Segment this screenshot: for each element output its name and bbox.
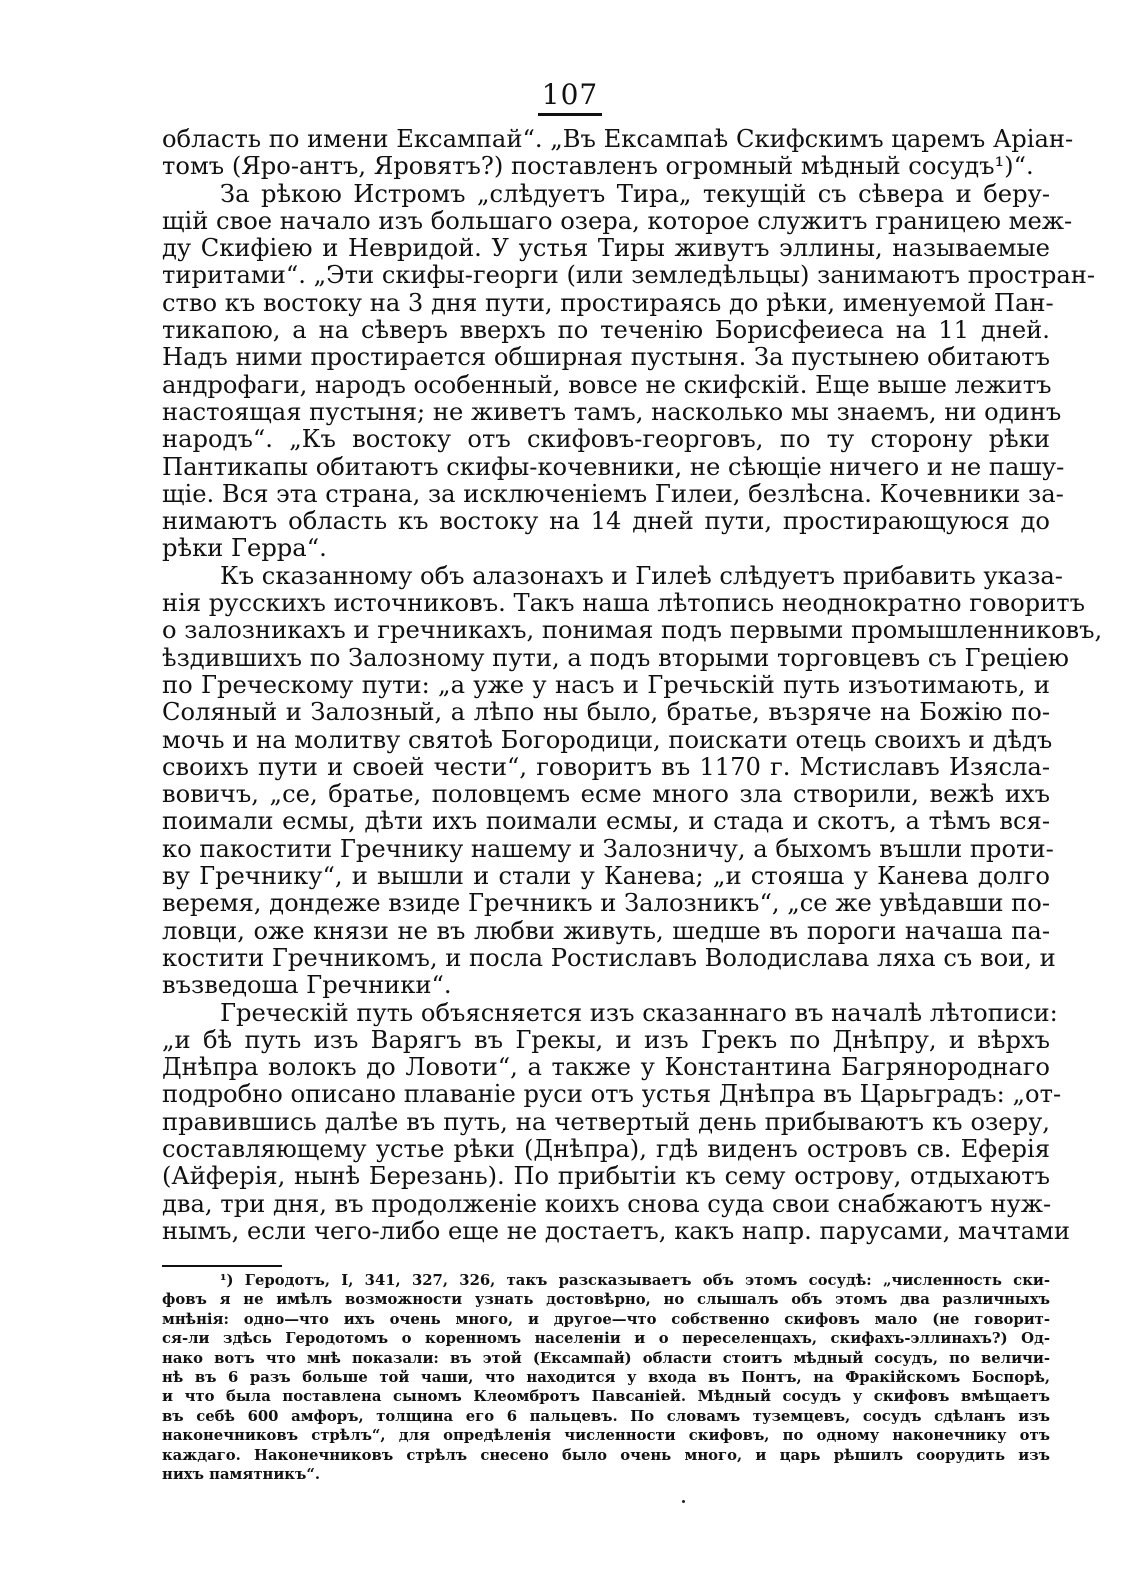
text-line: щіе. Вся эта страна, за исключеніемъ Гилеи, безлѣсна. Кочевники за- <box>162 479 1064 508</box>
text-line: область по имени Ексампай“. „Въ Ексампаѣ Скифскимъ царемъ Аріан- <box>162 125 1074 153</box>
text-line: веремя, дондеже взиде Гречникъ и Залозникъ“, „се же увѣдавши по- <box>162 889 1051 918</box>
footnote-line: фовъ я не имѣлъ возможности узнать достовѣрно, но слышалъ объ этомъ два различныхъ <box>162 1291 1050 1309</box>
body-text <box>162 125 1103 1245</box>
text-line: Греческій путь объясняется изъ сказаннаго въ началѣ лѣтописи: <box>220 998 1058 1027</box>
footnotes <box>162 1271 1050 1484</box>
text-line: настоящая пустыня; не живетъ тамъ, насколько мы знаемъ, ни одинъ <box>162 397 1062 426</box>
text-line: възведоша Гречники“. <box>162 971 452 1000</box>
text-line: ву Гречнику“, и вышли и стали у Канева; „и стояша у Канева долго <box>162 862 1050 891</box>
text-line: нимаютъ область къ востоку на 14 дней пути, простирающуюся до <box>162 507 1050 536</box>
text-line: по Греческому пути: „а уже у насъ и Гречьскій путь изъотимають, и <box>162 670 1050 699</box>
text-line: костити Гречникомъ, и посла Ростиславъ Володислава ляха съ вои, и <box>162 943 1056 972</box>
text-line: тикапою, а на сѣверъ вверхъ по теченію Борисфеиеса на 11 дней. <box>162 316 1050 345</box>
text-line: „и бѣ путь изъ Варягъ въ Грекы, и изъ Грекъ по Днѣпру, и вѣрхъ <box>162 1025 1050 1054</box>
text-line: мочь и на молитву святоѣ Богородици, поискати отець своихъ и дѣдъ <box>162 725 1053 754</box>
footnote-line: нѣ въ 6 разъ больше той чаши, что находится у входа въ Понтъ, на Фракійскомъ Боспорѣ, <box>162 1369 1050 1387</box>
text-line: два, три дня, въ продолженіе коихъ снова суда свои снабжаютъ нуж- <box>162 1189 1052 1218</box>
text-line: (Айферія, нынѣ Березань). По прибытіи къ сему острову, отдыхаютъ <box>162 1162 1050 1191</box>
text-line: Соляный и Залозный, а лѣпо ны было, братье, възряче на Божію по- <box>162 698 1050 727</box>
footnote-line: нихъ памятникъ“. <box>162 1466 321 1484</box>
text-line: андрофаги, народъ особенный, вовсе не скифскій. Еще выше лежитъ <box>162 370 1052 399</box>
text-line: нымъ, если чего-либо еще не достаетъ, какъ напр. парусами, мачтами <box>162 1216 1070 1245</box>
footnote-separator <box>162 1265 282 1267</box>
text-line: За рѣкою Истромъ „слѣдуетъ Тира„ текущій съ сѣвера и беру- <box>220 179 1050 208</box>
text-line: ѣздившихъ по Залозному пути, а подъ вторыми торговцевъ съ Греціею <box>162 643 1069 672</box>
text-line: Къ сказанному объ алазонахъ и Гилеѣ слѣдуетъ прибавить указа- <box>220 561 1063 590</box>
text-line: томъ (Яро-антъ, Яровятъ?) поставленъ огромный мѣдный сосудъ¹)“. <box>162 152 1034 181</box>
footnote-line: ¹) Геродотъ, I, 341, 327, 326, такъ разсказываетъ объ этомъ сосудѣ: „численность ски- <box>220 1272 1050 1289</box>
text-line: Пантикапы обитаютъ скифы-кочевники, не сѣющіе ничего и не пашу- <box>162 452 1065 481</box>
text-line: вовичъ, „се, братье, половцемъ есме много зла створили, вежѣ ихъ <box>162 780 1050 809</box>
text-line: ловци, оже князи не въ любви живуть, шедше въ пороги начаша па- <box>162 916 1050 945</box>
page-number <box>0 78 1140 111</box>
text-line: тиритами“. „Эти скифы-георги (или земледѣльцы) занимаютъ простран- <box>162 261 1096 290</box>
footnote-line: въ себѣ 600 амфоръ, толщина его 6 пальцевъ. По словамъ туземцевъ, сосудъ сдѣланъ изъ <box>162 1407 1050 1425</box>
text-line: народъ“. „Къ востоку отъ скифовъ-георговъ, по ту сторону рѣки <box>162 425 1050 454</box>
text-line: ство къ востоку на 3 дня пути, простираясь до рѣки, именуемой Пан- <box>162 288 1054 317</box>
footnote-line: каждаго. Наконечниковъ стрѣлъ снесено было очень много, и царь рѣшилъ соорудить изъ <box>162 1446 1050 1464</box>
footnote-line: мнѣнія: одно—что ихъ очень много, и другое—что собственно скифовъ мало (не говорит- <box>162 1310 1050 1328</box>
text-line: ду Скифіею и Невридой. У устья Тиры живутъ эллины, называемые <box>162 234 1050 263</box>
text-line: рѣки Герра“. <box>162 534 327 563</box>
text-line: составляющему устье рѣки (Днѣпра), гдѣ виденъ островъ св. Еферія <box>162 1134 1050 1163</box>
footnote-line: наконечниковъ стрѣлъ“, для опредѣленія численности скифовъ, по одному наконечнику отъ <box>162 1427 1050 1445</box>
text-line: подробно описано плаваніе руси отъ устья Днѣпра въ Царьградъ: „от- <box>162 1080 1062 1109</box>
text-line: о залозникахъ и гречникахъ, понимая подъ первыми промышленниковъ, <box>162 616 1103 645</box>
print-speck <box>682 1500 685 1503</box>
text-line: нія русскихъ источниковъ. Такъ наша лѣтопись неоднократно говоритъ <box>162 589 1086 618</box>
text-line: щій свое начало изъ большаго озера, которое служитъ границею меж- <box>162 206 1073 235</box>
footnote-line: ся-ли здѣсь Геродотомъ о коренномъ населеніи и о переселенцахъ, скифахъ-эллинахъ?) Од- <box>162 1330 1050 1348</box>
text-line: Надъ ними простирается обширная пустыня. За пустынею обитаютъ <box>162 343 1050 372</box>
text-line: поимали есмы, дѣти ихъ поимали есмы, и стада и скотъ, а тѣмъ вся- <box>162 807 1050 836</box>
page-number-text: 107 <box>538 78 602 116</box>
text-line: Днѣпра волокъ до Ловоти“, а также у Константина Багрянороднаго <box>162 1053 1050 1082</box>
footnote-line: нако вотъ что мнѣ показали: въ этой (Ексампай) области стоитъ мѣдный сосудъ, по величи- <box>162 1349 1050 1367</box>
footnote-line: и что была поставлена сыномъ Клеомбротъ Павсаніей. Мѣдный сосудъ у скифовъ вмѣщаетъ <box>162 1388 1050 1406</box>
text-line: своихъ пути и своей чести“, говоритъ въ 1170 г. Мстиславъ Изясла- <box>162 752 1050 781</box>
text-line: ко пакостити Гречнику нашему и Залозничу, а быхомъ въшли проти- <box>162 834 1054 863</box>
text-line: правившись далѣе въ путь, на четвертый день прибываютъ къ озеру, <box>162 1107 1050 1136</box>
